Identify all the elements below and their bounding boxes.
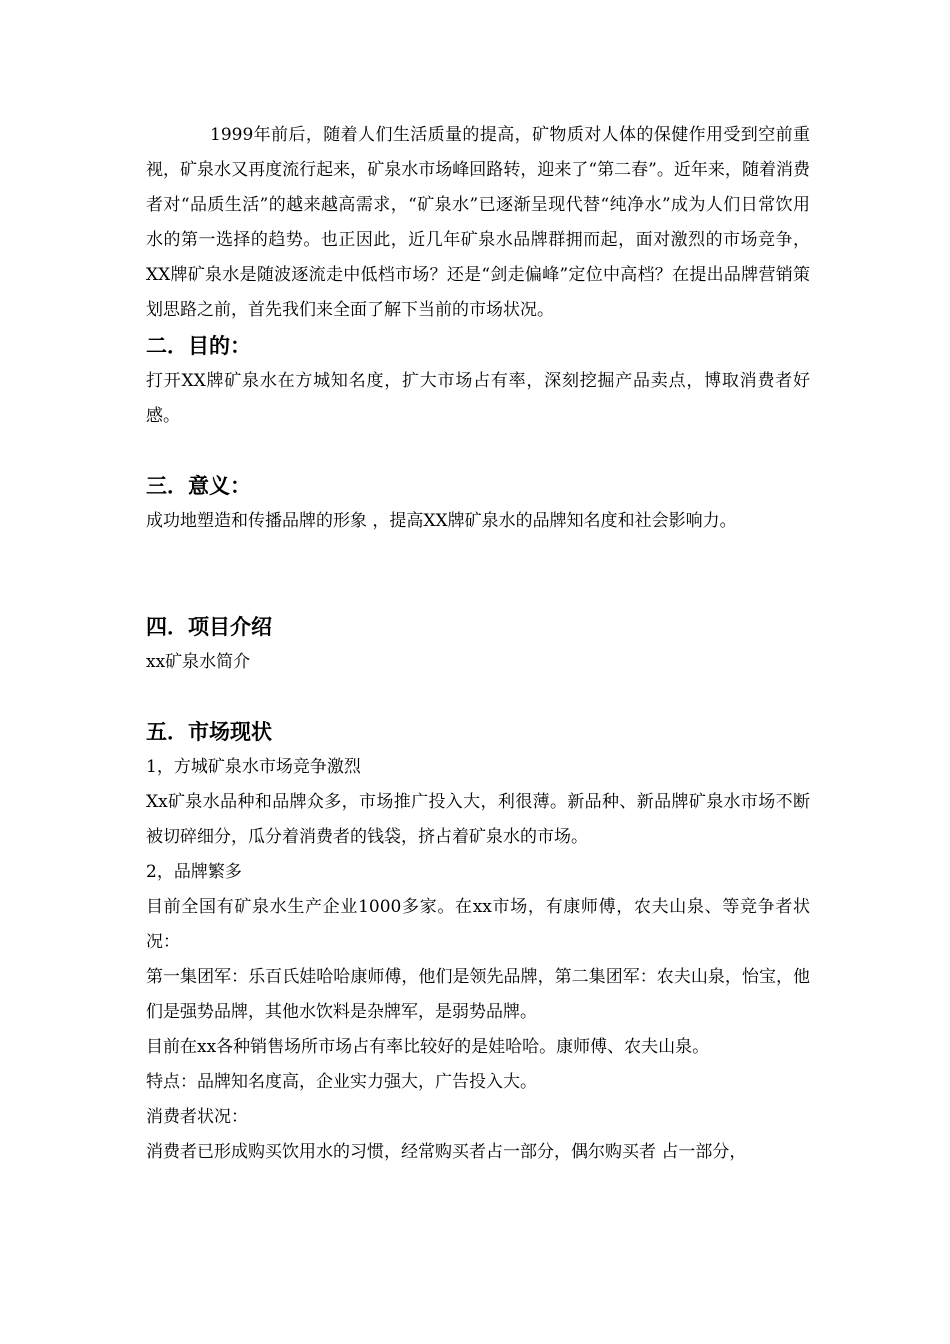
spacer <box>146 680 810 714</box>
market-line-2: Xx矿泉水品种和品牌众多，市场推广投入大，利很薄。新品种、新品牌矿泉水市场不断被切碎细分，瓜分着消费者的钱袋，挤占着矿泉水的市场。 <box>146 792 810 847</box>
market-line-8: 消费者状况： <box>146 1107 248 1127</box>
document-page <box>146 118 810 1170</box>
market-line-9: 消费者已形成购买饮用水的习惯，经常购买者占一部分，偶尔购买者 占一部分， <box>146 1142 747 1162</box>
market-heading: 五．市场现状 <box>146 720 272 744</box>
intro-paragraph: 1999年前后，随着人们生活质量的提高，矿物质对人体的保健作用受到空前重视，矿泉水又再度流行起来，矿泉水市场峰回路转，迎来了“第二春”。近年来，随着消费者对“品质生活”的越来越高需求，“矿泉水”已逐渐呈现代替“纯净水”成为人们日常饮用水的第一选择的趋势。也正因此，近几年矿泉水品牌群拥而起，面对激烈的市场竞争，XX牌矿泉水是随波逐流走中低档市场？还是“剑走偏峰”定位中高档？在提出品牌营销策划思路之前，首先我们来全面了解下当前的市场状况。 <box>146 125 810 320</box>
spacer <box>146 434 810 468</box>
spacer <box>146 539 810 609</box>
market-line-1: 1，方城矿泉水市场竞争激烈 <box>146 757 361 777</box>
market-line-6: 目前在xx各种销售场所市场占有率比较好的是娃哈哈。康师傅、农夫山泉。 <box>146 1037 710 1057</box>
purpose-text: 打开XX牌矿泉水在方城知名度，扩大市场占有率，深刻挖掘产品卖点，博取消费者好感。 <box>146 371 810 426</box>
market-line-4: 目前全国有矿泉水生产企业1000多家。在xx市场，有康师傅，农夫山泉、等竞争者状况： <box>146 897 810 952</box>
significance-text: 成功地塑造和传播品牌的形象 ，提高XX牌矿泉水的品牌知名度和社会影响力。 <box>146 511 737 531</box>
significance-heading: 三．意义： <box>146 474 251 498</box>
project-heading: 四．项目介绍 <box>146 615 272 639</box>
purpose-heading: 二．目的： <box>146 334 251 358</box>
project-text: xx矿泉水简介 <box>146 652 251 672</box>
market-line-5: 第一集团军：乐百氏娃哈哈康师傅，他们是领先品牌，第二集团军：农夫山泉，怡宝，他们是强势品牌，其他水饮料是杂牌军，是弱势品牌。 <box>146 967 810 1022</box>
market-line-7: 特点：品牌知名度高，企业实力强大，广告投入大。 <box>146 1072 537 1092</box>
market-line-3: 2，品牌繁多 <box>146 862 242 882</box>
